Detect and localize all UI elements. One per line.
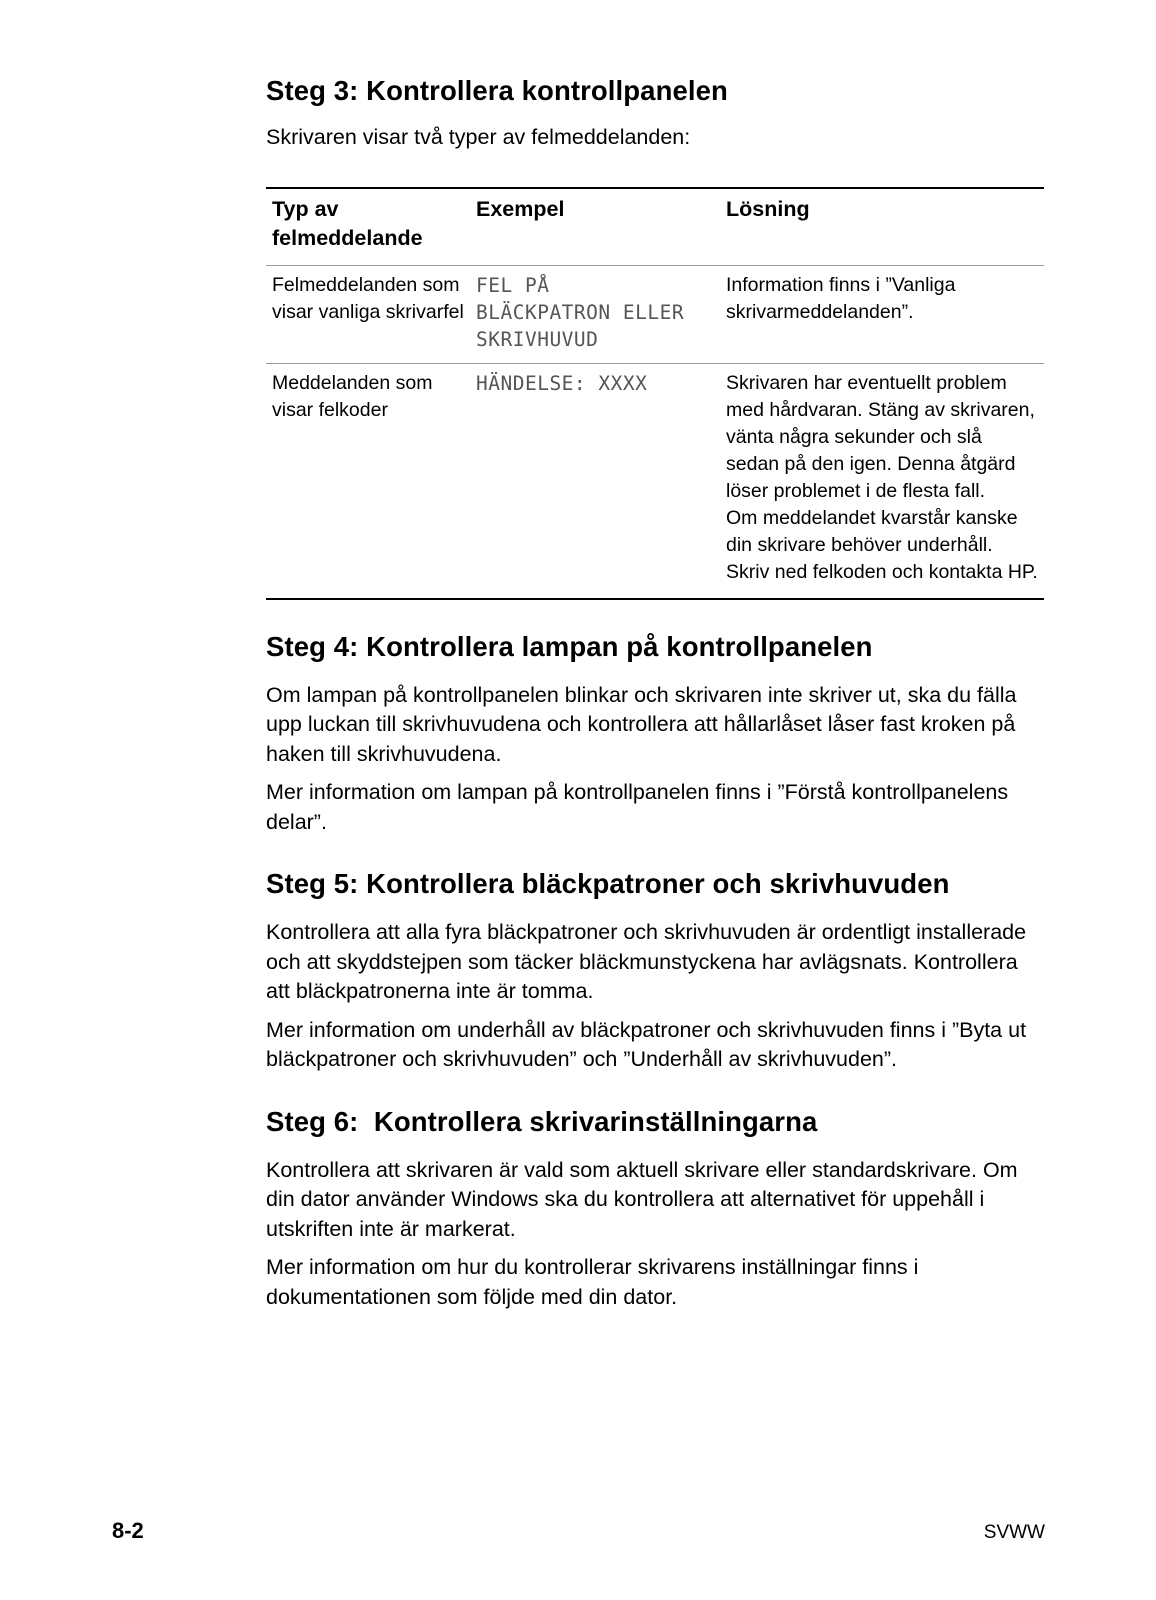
step-3-heading: Steg 3: Kontrollera kontrollpanelen bbox=[266, 75, 728, 106]
row-type-cell: Felmeddelanden som visar vanliga skrivarfel bbox=[266, 265, 470, 363]
column-header-example: Exempel bbox=[476, 196, 565, 221]
page-number: 8-2 bbox=[112, 1518, 144, 1543]
table-header-row bbox=[266, 188, 1044, 266]
table-row bbox=[266, 363, 1044, 599]
row-solution-cell: Information finns i ”Vanliga skrivarmeddelanden”. bbox=[720, 265, 1044, 363]
row-example-display-text: FEL PÅ BLÄCKPATRON ELLER SKRIVHUVUD bbox=[470, 265, 720, 363]
row-solution-cell: Skrivaren har eventuellt problem med hårdvaran. Stäng av skrivaren, vänta några sekunder och slå sedan på den igen. Denna åtgärd löser problemet i de flesta fall. Om meddelandet kvarstår kanske din skrivare behöver underhåll. Skriv ned felkoden och kontakta HP. bbox=[720, 363, 1044, 599]
step-4-paragraph-2: Mer information om lampan på kontrollpanelen finns i ”Förstå kontrollpanelens delar”. bbox=[266, 780, 1009, 834]
section-step-5 bbox=[266, 867, 1044, 1075]
row-example-display-text: HÄNDELSE: XXXX bbox=[470, 363, 720, 599]
column-header-type: Typ av felmeddelande bbox=[272, 196, 423, 250]
step-6-paragraph-2: Mer information om hur du kontrollerar skrivarens inställningar finns i dokumentationen som följde med din dator. bbox=[266, 1255, 919, 1309]
section-step-4 bbox=[266, 630, 1044, 838]
step-3-intro: Skrivaren visar två typer av felmeddelanden: bbox=[266, 125, 691, 149]
column-header-solution: Lösning bbox=[726, 196, 810, 221]
document-code: SVWW bbox=[983, 1522, 1045, 1543]
section-step-3 bbox=[266, 74, 1044, 600]
step-5-paragraph-1: Kontrollera att alla fyra bläckpatroner och skrivhuvuden är ordentligt installerade och att skyddstejpen som täcker bläckmunstyckena har avlägsnats. Kontrollera att bläckpatronerna inte är tomma. bbox=[266, 920, 1027, 1003]
step-5-heading: Steg 5: Kontrollera bläckpatroner och skrivhuvuden bbox=[266, 868, 950, 899]
step-6-paragraph-1: Kontrollera att skrivaren är vald som aktuell skrivare eller standardskrivare. Om din dator använder Windows ska du kontrollera att alternativet för uppehåll i utskriften inte är markerat. bbox=[266, 1157, 1018, 1241]
page-footer bbox=[112, 1518, 1045, 1544]
section-step-6 bbox=[266, 1105, 1044, 1313]
step-6-heading: Steg 6: Kontrollera skrivarinställningarna bbox=[266, 1105, 818, 1137]
page-content bbox=[266, 74, 1044, 1312]
row-type-cell: Meddelanden som visar felkoder bbox=[266, 363, 470, 599]
error-message-table bbox=[266, 187, 1044, 600]
step-5-paragraph-2: Mer information om underhåll av bläckpatroner och skrivhuvuden finns i ”Byta ut bläckpatroner och skrivhuvuden” och ”Underhåll av skrivhuvuden”. bbox=[266, 1017, 1027, 1071]
table-row bbox=[266, 265, 1044, 363]
step-4-paragraph-1: Om lampan på kontrollpanelen blinkar och skrivaren inte skriver ut, ska du fälla upp luckan till skrivhuvudena och kontrollera att hållarlåset låser fast kroken på haken till skrivhuvudena. bbox=[266, 682, 1017, 766]
step-4-heading: Steg 4: Kontrollera lampan på kontrollpanelen bbox=[266, 630, 873, 662]
